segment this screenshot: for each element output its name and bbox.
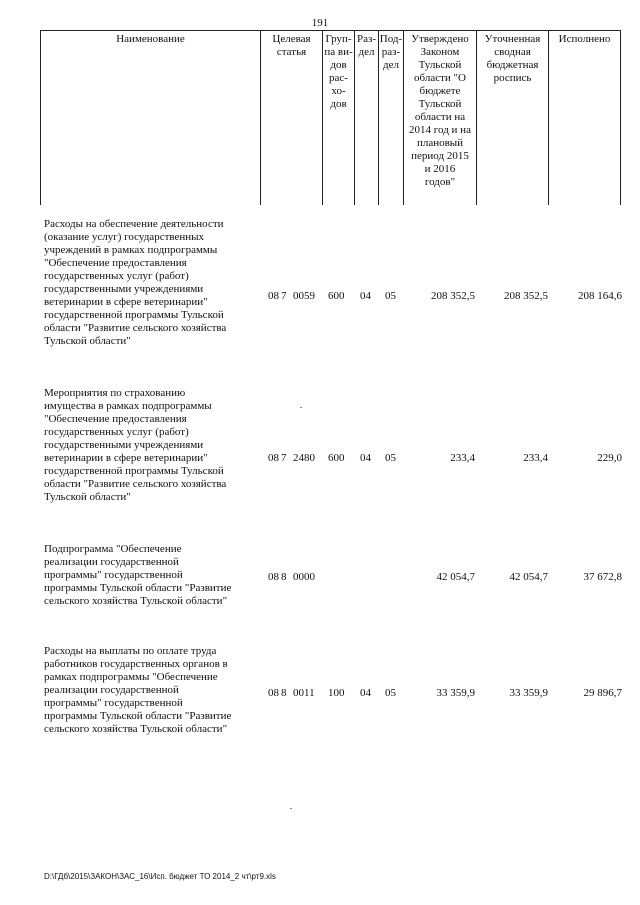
executed-value: 37 672,8 — [583, 571, 622, 583]
scan-speck — [290, 808, 292, 809]
file-path-footer: D:\ГДб\2015\ЗАКОН\ЗАС_16\Исп. бюджет ТО 2014_2 чт\рт9.xls — [44, 872, 276, 881]
header-target-article — [260, 30, 322, 205]
row-name: Расходы на выплаты по оплате труда работников государственных органов в рамках подпрограммы "Обеспечение реализации государственной программы" государственной программы Тульской области "Развитие сельского хозяйства Тульской области" — [44, 645, 232, 735]
page-number: 191 — [311, 17, 329, 29]
header-name — [40, 30, 260, 205]
header-refined — [476, 30, 548, 205]
target-article-part3: 0011 — [293, 687, 315, 699]
header-subsection-label: Под- раз- дел — [379, 33, 403, 71]
target-article-part2: 8 — [281, 571, 287, 583]
target-article-part1: 08 — [268, 290, 279, 302]
expense-group: 600 — [328, 452, 345, 464]
header-section — [354, 30, 378, 205]
section: 04 — [360, 452, 371, 464]
header-approved-label: Утверждено Законом Тульской области "О бюджете Тульской области на 2014 год и на плановый период 2015 и 2016 годов" — [409, 33, 471, 188]
executed-value: 29 896,7 — [583, 687, 622, 699]
expense-group: 100 — [328, 687, 345, 699]
refined-value: 33 359,9 — [509, 687, 548, 699]
refined-value: 233,4 — [523, 452, 548, 464]
target-article-part3: 2480 — [293, 452, 315, 464]
executed-value: 208 164,6 — [578, 290, 622, 302]
scan-speck — [300, 407, 302, 408]
header-name-label: Наименование — [116, 33, 185, 45]
section: 04 — [360, 290, 371, 302]
refined-value: 208 352,5 — [504, 290, 548, 302]
approved-value: 208 352,5 — [431, 290, 475, 302]
refined-value: 42 054,7 — [509, 571, 548, 583]
approved-value: 33 359,9 — [436, 687, 475, 699]
row-name: Подпрограмма "Обеспечение реализации государственной программы" государственной программы Тульской области "Развитие сельского хозяйства Тульской области" — [44, 543, 232, 607]
target-article-part1: 08 — [268, 571, 279, 583]
header-group-label: Груп- па ви- дов рас- хо- дов — [324, 33, 353, 110]
target-article-part3: 0000 — [293, 571, 315, 583]
subsection: 05 — [385, 687, 396, 699]
target-article-part1: 08 — [268, 452, 279, 464]
target-article-part3: 0059 — [293, 290, 315, 302]
approved-value: 42 054,7 — [436, 571, 475, 583]
target-article-part2: 7 — [281, 290, 287, 302]
expense-group: 600 — [328, 290, 345, 302]
subsection: 05 — [385, 290, 396, 302]
header-approved — [403, 30, 476, 205]
header-subsection — [378, 30, 403, 205]
header-section-label: Раз- дел — [356, 33, 376, 58]
target-article-part1: 08 — [268, 687, 279, 699]
header-executed — [548, 30, 621, 205]
subsection: 05 — [385, 452, 396, 464]
section: 04 — [360, 687, 371, 699]
header-target-label: Целевая статья — [272, 33, 311, 58]
target-article-part2: 7 — [281, 452, 287, 464]
row-name: Расходы на обеспечение деятельности (оказание услуг) государственных учреждений в рамках подпрограммы "Обеспечение предоставления государственных услуг (работ) государственными учреждениями ветеринарии в сфере ветеринарии" государственной программы Тульской области "Развитие сельского хозяйства Тульской области" — [44, 218, 227, 347]
header-expense-group — [322, 30, 354, 205]
header-refined-label: Уточненная сводная бюджетная роспись — [484, 33, 541, 84]
target-article-part2: 8 — [281, 687, 287, 699]
executed-value: 229,0 — [597, 452, 622, 464]
header-executed-label: Исполнено — [558, 33, 611, 45]
approved-value: 233,4 — [450, 452, 475, 464]
row-name: Мероприятия по страхованию имущества в рамках подпрограммы "Обеспечение предоставления государственных услуг (работ) государственными учреждениями ветеринарии в сфере ветеринарии" государственной программы Тульской области "Развитие сельского хозяйства Тульской области" — [44, 387, 227, 503]
